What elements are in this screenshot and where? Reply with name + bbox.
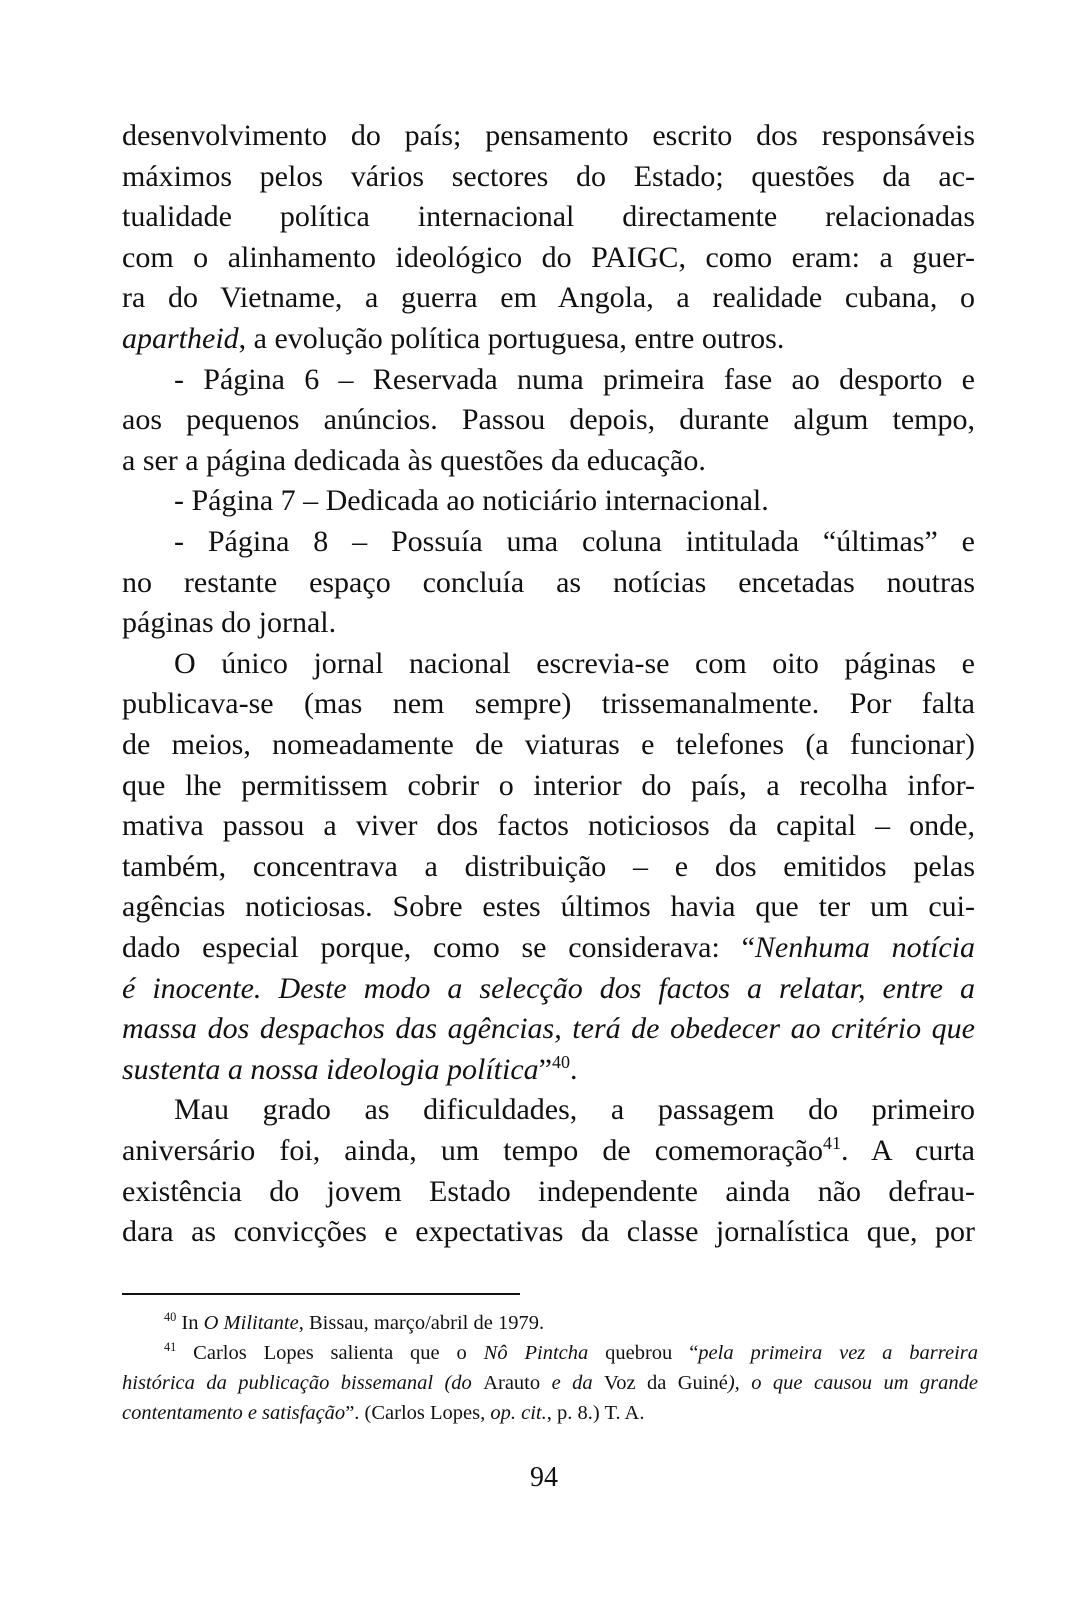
text-line bbox=[122, 1174, 975, 1210]
text-segment: quebrou “ bbox=[588, 1342, 699, 1364]
text-line bbox=[122, 849, 975, 885]
text-line bbox=[122, 362, 975, 398]
text-line bbox=[122, 686, 975, 722]
text-segment: pela primeira vez a barreira bbox=[698, 1342, 979, 1364]
text-line bbox=[122, 1092, 975, 1128]
text-line bbox=[122, 605, 975, 641]
text-segment: . A curta bbox=[841, 1134, 975, 1167]
text-line bbox=[122, 483, 975, 519]
text-segment: desenvolvimento do país; pensamento escrito dos responsáveis bbox=[122, 119, 975, 152]
text-segment: no restante espaço concluía as notícias encetadas noutras bbox=[122, 565, 975, 599]
text-segment: dado especial porque, como se considerava: “ bbox=[122, 931, 755, 964]
text-line bbox=[122, 1133, 975, 1169]
text-line bbox=[122, 199, 975, 235]
text-segment: Carlos Lopes salienta que o bbox=[176, 1342, 484, 1364]
footnote-marker: 40 bbox=[552, 1051, 570, 1072]
text-segment: O único jornal nacional escrevia-se com oito páginas e bbox=[174, 646, 975, 680]
text-segment: Nô Pintcha bbox=[483, 1342, 589, 1364]
text-segment: tualidade política internacional directamente relacionadas bbox=[122, 200, 975, 234]
text-line bbox=[122, 402, 975, 438]
text-line bbox=[122, 971, 975, 1007]
text-segment: com o alinhamento ideológico do PAIGC, como eram: a guer- bbox=[122, 240, 975, 274]
text-segment: . bbox=[570, 1052, 578, 1086]
text-segment: Nenhuma notícia bbox=[754, 931, 976, 964]
text-segment: apartheid bbox=[122, 322, 239, 355]
text-line bbox=[122, 930, 975, 966]
text-segment: páginas do jornal. bbox=[122, 606, 337, 640]
text-segment: aos pequenos anúncios. Passou depois, durante algum tempo, bbox=[122, 403, 975, 437]
text-line bbox=[122, 118, 975, 154]
footnote-line bbox=[122, 1340, 978, 1366]
text-line bbox=[122, 280, 975, 316]
text-segment: , p. 8.) T. A. bbox=[546, 1402, 645, 1424]
text-line bbox=[122, 443, 975, 479]
footnote-marker: 41 bbox=[823, 1133, 841, 1153]
text-line bbox=[122, 768, 975, 804]
footnote-marker: 41 bbox=[164, 1340, 177, 1355]
text-segment: ” bbox=[538, 1052, 552, 1086]
text-segment: In bbox=[176, 1312, 204, 1334]
text-segment: O Militante bbox=[203, 1312, 299, 1334]
text-segment: a ser a página dedicada às questões da educação. bbox=[122, 443, 706, 477]
text-segment: mativa passou a viver dos factos noticiosos da capital – onde, bbox=[122, 809, 975, 843]
page-number: 94 bbox=[530, 1462, 558, 1493]
text-segment: histórica da publicação bissemanal (do bbox=[122, 1372, 484, 1394]
text-line bbox=[122, 524, 975, 560]
text-line bbox=[122, 1214, 975, 1250]
text-segment: dara as convicções e expectativas da classe jornalística que, por bbox=[122, 1215, 975, 1249]
text-line bbox=[122, 1011, 975, 1047]
text-segment: ), o que causou um grande bbox=[727, 1372, 979, 1394]
text-segment: é inocente. Deste modo a selecção dos factos a relatar, entre a bbox=[122, 971, 975, 1005]
footnote-line bbox=[122, 1370, 978, 1396]
text-segment: - Página 8 – Possuía uma coluna intitulada “últimas” e bbox=[174, 525, 975, 558]
footnote-marker: 40 bbox=[164, 1310, 177, 1325]
text-segment: , a evolução política portuguesa, entre outros. bbox=[238, 322, 785, 355]
footnote-separator bbox=[122, 1293, 520, 1295]
text-segment: ”. (Carlos Lopes, bbox=[345, 1402, 491, 1424]
text-segment: - Página 7 – Dedicada ao noticiário internacional. bbox=[174, 484, 769, 518]
text-segment: que lhe permitissem cobrir o interior do país, a recolha infor- bbox=[122, 768, 975, 802]
text-line bbox=[122, 321, 975, 357]
text-segment: publicava-se (mas nem sempre) trissemanalmente. Por falta bbox=[122, 687, 975, 721]
text-segment: Arauto bbox=[483, 1372, 541, 1394]
text-line bbox=[122, 240, 975, 276]
text-segment: agências noticiosas. Sobre estes últimos havia que ter um cui- bbox=[122, 890, 975, 924]
text-segment: Voz da Guiné bbox=[604, 1372, 728, 1394]
text-line bbox=[122, 727, 975, 763]
text-segment: ra do Vietname, a guerra em Angola, a realidade cubana, o bbox=[122, 281, 975, 315]
text-segment: - Página 6 – Reservada numa primeira fase ao desporto e bbox=[174, 362, 975, 396]
text-segment: máximos pelos vários sectores do Estado; questões da ac- bbox=[122, 159, 975, 193]
text-segment: e da bbox=[540, 1372, 605, 1394]
text-segment: , Bissau, março/abril de 1979. bbox=[298, 1312, 545, 1334]
text-segment: também, concentrava a distribuição – e dos emitidos pelas bbox=[122, 849, 975, 883]
text-line bbox=[122, 159, 975, 195]
text-line bbox=[122, 889, 975, 925]
text-line bbox=[122, 1052, 975, 1088]
text-segment: massa dos despachos das agências, terá de obedecer ao critério que bbox=[122, 1012, 975, 1046]
text-segment: Mau grado as dificuldades, a passagem do primeiro bbox=[174, 1093, 975, 1127]
footnote-line bbox=[122, 1400, 978, 1426]
text-segment: de meios, nomeadamente de viaturas e telefones (a funcionar) bbox=[122, 728, 975, 761]
text-line bbox=[122, 646, 975, 682]
text-line bbox=[122, 808, 975, 844]
text-segment: aniversário foi, ainda, um tempo de comemoração bbox=[122, 1134, 823, 1167]
footnote-line bbox=[122, 1310, 978, 1336]
text-line bbox=[122, 565, 975, 601]
text-segment: existência do jovem Estado independente ainda não defrau- bbox=[122, 1174, 975, 1208]
text-segment: sustenta a nossa ideologia política bbox=[122, 1052, 539, 1086]
text-segment: contentamento e satisfação bbox=[122, 1402, 346, 1424]
text-segment: op. cit. bbox=[490, 1402, 547, 1424]
